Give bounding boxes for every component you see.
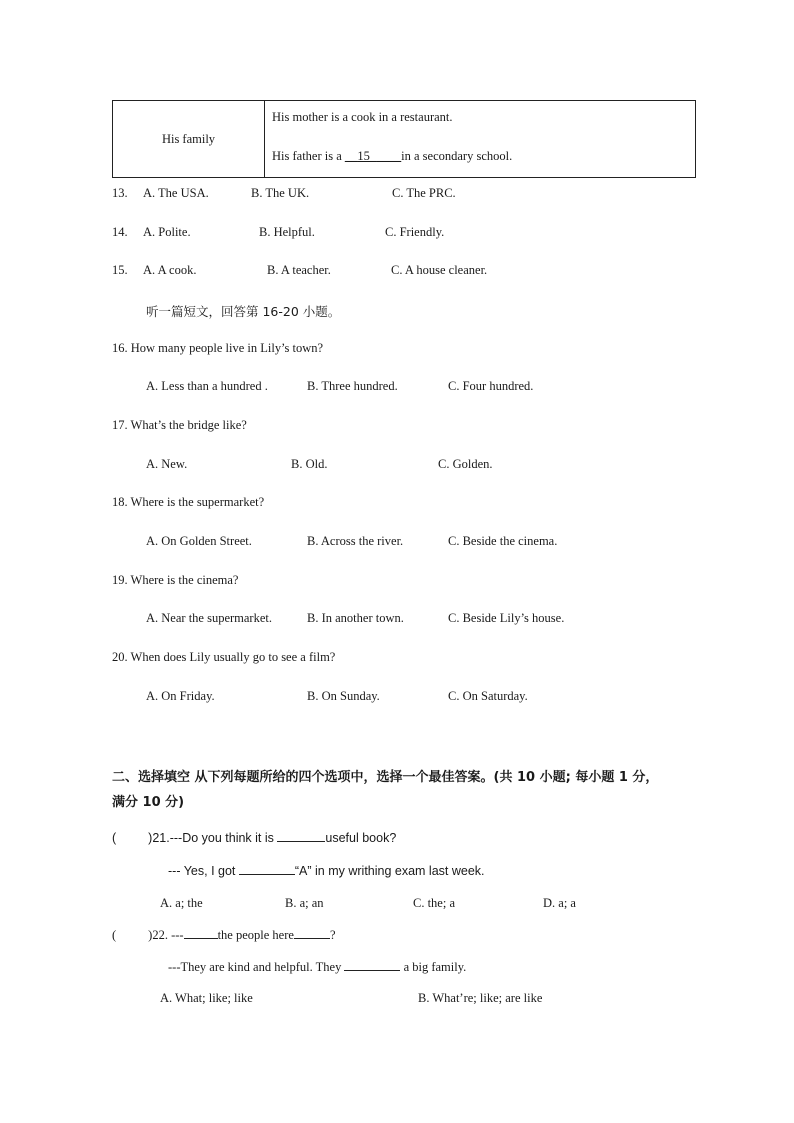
question-21-line1	[112, 830, 396, 845]
option-b: B. In another town.	[307, 611, 404, 625]
question-22-line1	[112, 927, 336, 943]
question-text: 17. What’s the bridge like?	[112, 418, 247, 432]
reply-after: “A” in my writhing exam last week.	[294, 864, 485, 878]
table-row-mother: His mother is a cook in a restaurant.	[272, 110, 453, 124]
option-c: C. the; a	[413, 896, 456, 910]
question-21-line2	[168, 863, 485, 878]
question-21-prompt: )21.---Do you think it is	[148, 831, 278, 845]
father-blank-pre: __	[344, 149, 358, 163]
option-c: C. A house cleaner.	[391, 263, 488, 277]
part2-heading-line2: 满分 10 分)	[112, 795, 185, 810]
question-text: 18. Where is the supermarket?	[112, 495, 265, 509]
option-a: A. New.	[146, 457, 188, 471]
option-b: B. Old.	[291, 457, 328, 471]
blank-2	[294, 927, 330, 939]
table-divider	[264, 101, 265, 177]
question-text: 20. When does Lily usually go to see a film?	[112, 650, 336, 664]
father-text-before: His father is a	[272, 149, 345, 163]
father-blank-number: 15_	[357, 149, 377, 163]
option-c: C. Friendly.	[385, 225, 445, 239]
question-number: 14.	[112, 225, 128, 239]
option-a: A. A cook.	[143, 263, 197, 277]
option-c: C. Beside Lily’s house.	[448, 611, 565, 625]
option-c: C. Golden.	[438, 457, 493, 471]
father-text-after: in a secondary school.	[401, 149, 513, 163]
question-22-mid: the people here	[217, 928, 294, 942]
option-b: B. What’re; like; are like	[418, 991, 543, 1005]
blank-2	[239, 863, 295, 875]
option-b: B. On Sunday.	[307, 689, 380, 703]
option-a: A. a; the	[160, 896, 203, 910]
question-text: 16. How many people live in Lily’s town?	[112, 341, 324, 355]
option-b: B. Across the river.	[307, 534, 404, 548]
option-a: A. What; like; like	[160, 991, 253, 1005]
blank-1	[277, 830, 325, 842]
instruction-16-20: 听一篇短文，回答第 16-20 小题。	[146, 304, 341, 319]
blank-1	[184, 927, 218, 939]
option-b: B. A teacher.	[267, 263, 331, 277]
question-text: 19. Where is the cinema?	[112, 573, 239, 587]
question-22-line2	[168, 959, 466, 975]
table-left-cell	[113, 101, 264, 177]
option-b: B. Helpful.	[259, 225, 315, 239]
blank-3	[344, 959, 400, 971]
answer-paren-open: (	[112, 831, 117, 845]
question-number: 13.	[112, 186, 128, 200]
question-21-prompt-end: useful book?	[325, 831, 397, 845]
option-b: B. Three hundred.	[307, 379, 398, 393]
option-b: B. a; an	[285, 896, 324, 910]
option-a: A. Less than a hundred .	[146, 379, 268, 393]
question-number: 15.	[112, 263, 128, 277]
option-c: C. The PRC.	[392, 186, 456, 200]
option-a: A. Near the supermarket.	[146, 611, 272, 625]
father-blank-post: ____	[376, 149, 402, 163]
option-d: D. a; a	[543, 896, 576, 910]
option-c: C. Four hundred.	[448, 379, 534, 393]
family-table	[112, 100, 696, 178]
reply-before: ---They are kind and helpful. They	[168, 960, 345, 974]
option-c: C. Beside the cinema.	[448, 534, 558, 548]
reply-before: --- Yes, I got	[168, 864, 239, 878]
option-a: A. Polite.	[143, 225, 191, 239]
option-a: A. On Friday.	[146, 689, 215, 703]
answer-paren-open: (	[112, 928, 117, 942]
option-c: C. On Saturday.	[448, 689, 528, 703]
question-22-end: ?	[329, 928, 336, 942]
reply-after: a big family.	[400, 960, 467, 974]
option-a: A. On Golden Street.	[146, 534, 252, 548]
option-b: B. The UK.	[251, 186, 310, 200]
option-a: A. The USA.	[143, 186, 209, 200]
question-22-prompt: )22. ---	[148, 928, 184, 942]
part2-heading-line1: 二、选择填空 从下列每题所给的四个选项中，选择一个最佳答案。(共 10 小题; 每小题 1 分，	[112, 770, 659, 785]
table-left-label: His family	[161, 131, 216, 146]
table-row-father	[272, 149, 512, 164]
